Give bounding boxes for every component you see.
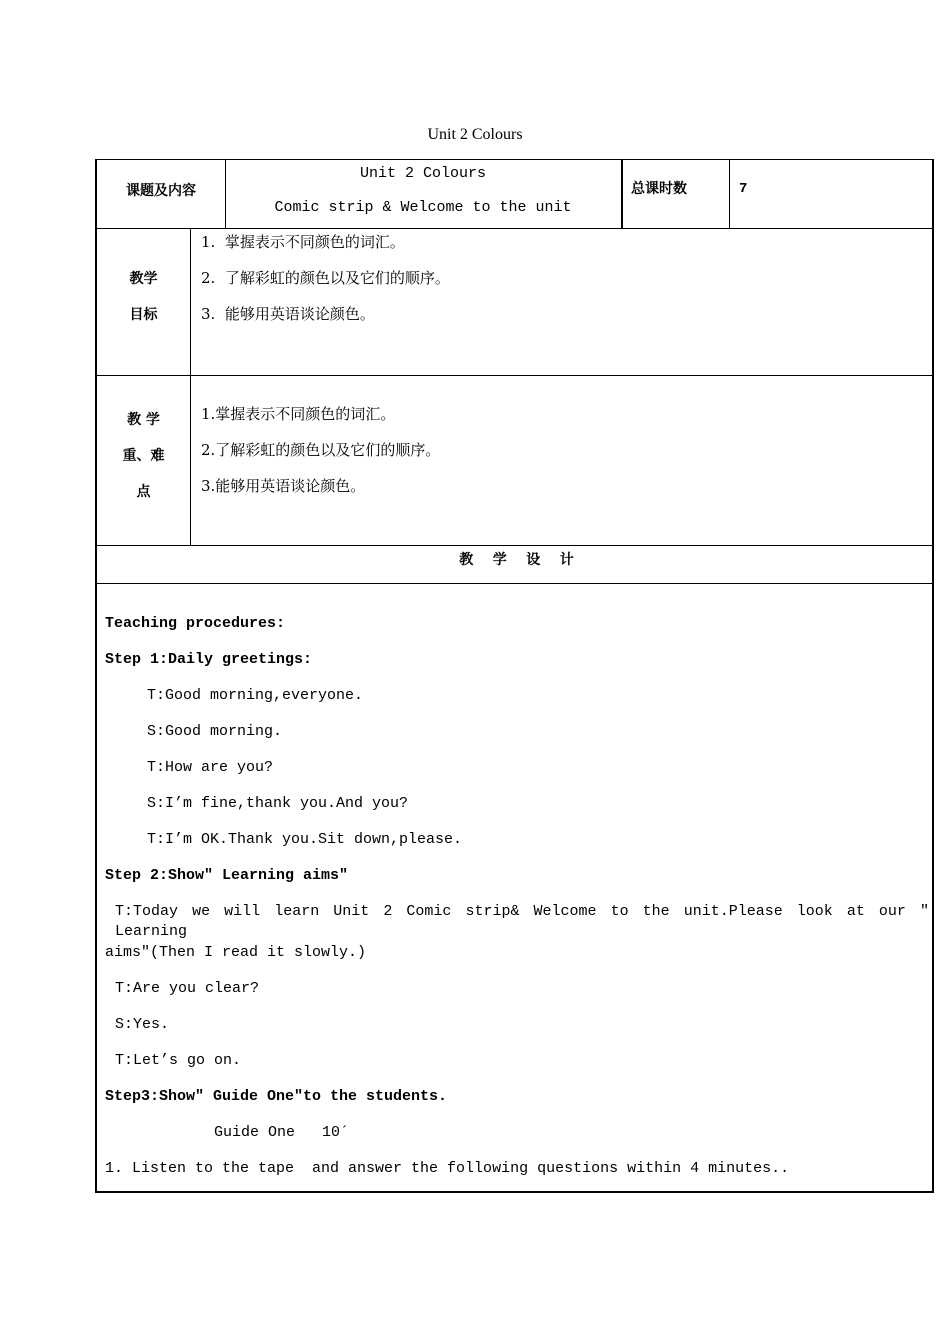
dialogue-line: T:I’m OK.Thank you.Sit down,please. xyxy=(147,831,463,848)
paragraph-line: T:Today we will learn Unit 2 Comic strip& Welcome to the unit.Please look at our ″ Learning xyxy=(115,903,929,940)
document-title: Unit 2 Colours xyxy=(427,126,523,143)
row-divider xyxy=(97,228,932,229)
row-divider xyxy=(97,545,932,546)
dialogue-line: S:Yes. xyxy=(115,1016,170,1033)
dialogue-line: S:Good morning. xyxy=(147,723,283,740)
objectives-label: 目标 xyxy=(129,307,158,323)
dialogue-line: T:Are you clear? xyxy=(115,980,260,997)
guide-line: Guide One 10´ xyxy=(214,1124,350,1141)
step-title: Step 2:Show″ Learning aims″ xyxy=(105,867,349,884)
topic-subtitle: Comic strip & Welcome to the unit xyxy=(274,199,572,216)
design-heading: 教 学 设 计 xyxy=(459,552,574,568)
topic-title: Unit 2 Colours xyxy=(359,165,487,182)
column-divider xyxy=(190,228,191,545)
procedures-heading: Teaching procedures: xyxy=(105,615,286,632)
key-points-label: 教 学 xyxy=(127,412,160,428)
step-title: Step3:Show″ Guide One″to the students. xyxy=(105,1088,448,1105)
hours-label: 总课时数 xyxy=(631,181,687,197)
key-point-item: 1.掌握表示不同颜色的词汇。 xyxy=(201,405,396,423)
objective-item: 1. 掌握表示不同颜色的词汇。 xyxy=(201,233,405,251)
step-title: Step 1:Daily greetings: xyxy=(105,651,313,668)
column-divider xyxy=(621,160,623,228)
row-divider xyxy=(97,375,932,376)
key-points-label: 点 xyxy=(136,484,151,500)
task-line: 1. Listen to the tape and answer the following questions within 4 minutes.. xyxy=(105,1160,790,1177)
column-divider xyxy=(729,160,730,228)
key-point-item: 2.了解彩虹的颜色以及它们的顺序。 xyxy=(201,441,441,459)
paragraph-line: aims″(Then I read it slowly.) xyxy=(105,944,367,961)
lesson-plan-table xyxy=(95,159,934,1193)
key-points-label: 重、难 xyxy=(122,448,165,464)
objective-item: 2. 了解彩虹的颜色以及它们的顺序。 xyxy=(201,269,450,287)
dialogue-line: T:Let’s go on. xyxy=(115,1052,242,1069)
row-divider xyxy=(97,583,932,584)
topic-label: 课题及内容 xyxy=(126,183,196,199)
dialogue-line: T:How are you? xyxy=(147,759,274,776)
dialogue-line: T:Good morning,everyone. xyxy=(147,687,364,704)
objectives-label: 教学 xyxy=(129,271,158,287)
objective-item: 3. 能够用英语谈论颜色。 xyxy=(201,305,375,323)
key-point-item: 3.能够用英语谈论颜色。 xyxy=(201,477,366,495)
hours-value: 7 xyxy=(739,181,748,197)
dialogue-line: S:I’m fine,thank you.And you? xyxy=(147,795,409,812)
